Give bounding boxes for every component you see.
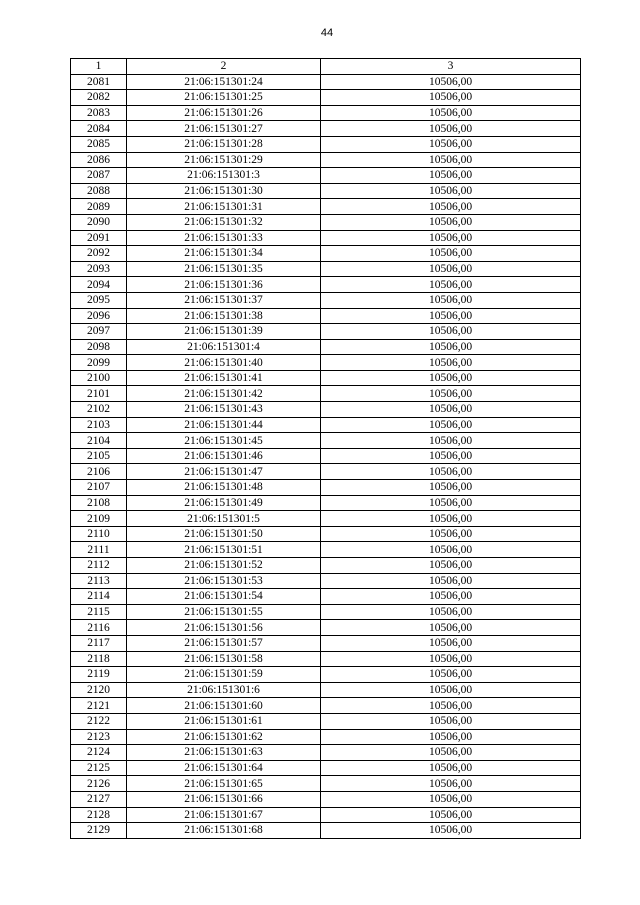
- table-row: [71, 480, 581, 496]
- value-cell: 10506,00: [321, 776, 581, 792]
- value-cell: 10506,00: [321, 620, 581, 636]
- row-number-cell: 2085: [71, 136, 127, 152]
- table-row: [71, 791, 581, 807]
- row-number-cell: 2117: [71, 635, 127, 651]
- row-number-cell: 2116: [71, 620, 127, 636]
- column-header-1: 1: [71, 59, 127, 75]
- cadastral-number-cell: 21:06:151301:27: [127, 121, 321, 137]
- table-header: [71, 59, 581, 75]
- table-row: [71, 355, 581, 371]
- table-row: [71, 511, 581, 527]
- table-row: [71, 620, 581, 636]
- value-cell: 10506,00: [321, 370, 581, 386]
- value-cell: 10506,00: [321, 464, 581, 480]
- row-number-cell: 2111: [71, 542, 127, 558]
- value-cell: 10506,00: [321, 635, 581, 651]
- row-number-cell: 2124: [71, 745, 127, 761]
- cadastral-number-cell: 21:06:151301:45: [127, 433, 321, 449]
- value-cell: 10506,00: [321, 791, 581, 807]
- cadastral-number-cell: 21:06:151301:25: [127, 90, 321, 106]
- value-cell: 10506,00: [321, 230, 581, 246]
- cadastral-number-cell: 21:06:151301:24: [127, 74, 321, 90]
- table-row: [71, 230, 581, 246]
- table-row: [71, 214, 581, 230]
- table-row: [71, 370, 581, 386]
- table-row: [71, 199, 581, 215]
- row-number-cell: 2108: [71, 495, 127, 511]
- cadastral-number-cell: 21:06:151301:53: [127, 573, 321, 589]
- cadastral-number-cell: 21:06:151301:35: [127, 261, 321, 277]
- cadastral-number-cell: 21:06:151301:51: [127, 542, 321, 558]
- value-cell: 10506,00: [321, 339, 581, 355]
- row-number-cell: 2114: [71, 589, 127, 605]
- table-row: [71, 713, 581, 729]
- cadastral-number-cell: 21:06:151301:60: [127, 698, 321, 714]
- cadastral-number-cell: 21:06:151301:52: [127, 558, 321, 574]
- value-cell: 10506,00: [321, 448, 581, 464]
- table-row: [71, 386, 581, 402]
- value-cell: 10506,00: [321, 152, 581, 168]
- table-row: [71, 604, 581, 620]
- cadastral-number-cell: 21:06:151301:33: [127, 230, 321, 246]
- cadastral-number-cell: 21:06:151301:65: [127, 776, 321, 792]
- row-number-cell: 2096: [71, 308, 127, 324]
- cadastral-number-cell: 21:06:151301:30: [127, 183, 321, 199]
- column-header-2: 2: [127, 59, 321, 75]
- data-table: [70, 58, 581, 839]
- cadastral-number-cell: 21:06:151301:5: [127, 511, 321, 527]
- row-number-cell: 2129: [71, 823, 127, 839]
- table-row: [71, 136, 581, 152]
- table-row: [71, 105, 581, 121]
- table-row: [71, 729, 581, 745]
- cadastral-number-cell: 21:06:151301:36: [127, 277, 321, 293]
- table-row: [71, 651, 581, 667]
- row-number-cell: 2128: [71, 807, 127, 823]
- value-cell: 10506,00: [321, 292, 581, 308]
- value-cell: 10506,00: [321, 183, 581, 199]
- value-cell: 10506,00: [321, 823, 581, 839]
- value-cell: 10506,00: [321, 604, 581, 620]
- value-cell: 10506,00: [321, 667, 581, 683]
- value-cell: 10506,00: [321, 760, 581, 776]
- cadastral-number-cell: 21:06:151301:31: [127, 199, 321, 215]
- value-cell: 10506,00: [321, 386, 581, 402]
- cadastral-number-cell: 21:06:151301:49: [127, 495, 321, 511]
- column-header-3: 3: [321, 59, 581, 75]
- row-number-cell: 2084: [71, 121, 127, 137]
- table-row: [71, 495, 581, 511]
- cadastral-number-cell: 21:06:151301:63: [127, 745, 321, 761]
- table-row: [71, 464, 581, 480]
- cadastral-number-cell: 21:06:151301:68: [127, 823, 321, 839]
- row-number-cell: 2101: [71, 386, 127, 402]
- table-row: [71, 246, 581, 262]
- table-row: [71, 542, 581, 558]
- row-number-cell: 2100: [71, 370, 127, 386]
- value-cell: 10506,00: [321, 277, 581, 293]
- cadastral-number-cell: 21:06:151301:26: [127, 105, 321, 121]
- table-row: [71, 152, 581, 168]
- header-row: [71, 59, 581, 75]
- value-cell: 10506,00: [321, 168, 581, 184]
- cadastral-number-cell: 21:06:151301:66: [127, 791, 321, 807]
- row-number-cell: 2110: [71, 526, 127, 542]
- value-cell: 10506,00: [321, 105, 581, 121]
- cadastral-number-cell: 21:06:151301:6: [127, 682, 321, 698]
- table-row: [71, 448, 581, 464]
- value-cell: 10506,00: [321, 324, 581, 340]
- value-cell: 10506,00: [321, 214, 581, 230]
- value-cell: 10506,00: [321, 199, 581, 215]
- row-number-cell: 2119: [71, 667, 127, 683]
- value-cell: 10506,00: [321, 573, 581, 589]
- row-number-cell: 2099: [71, 355, 127, 371]
- cadastral-number-cell: 21:06:151301:46: [127, 448, 321, 464]
- table-row: [71, 760, 581, 776]
- value-cell: 10506,00: [321, 90, 581, 106]
- value-cell: 10506,00: [321, 526, 581, 542]
- table-row: [71, 308, 581, 324]
- cadastral-number-cell: 21:06:151301:41: [127, 370, 321, 386]
- row-number-cell: 2092: [71, 246, 127, 262]
- page-number: 44: [320, 27, 334, 39]
- table-row: [71, 168, 581, 184]
- value-cell: 10506,00: [321, 558, 581, 574]
- value-cell: 10506,00: [321, 589, 581, 605]
- row-number-cell: 2125: [71, 760, 127, 776]
- table-row: [71, 667, 581, 683]
- row-number-cell: 2112: [71, 558, 127, 574]
- table-row: [71, 402, 581, 418]
- row-number-cell: 2098: [71, 339, 127, 355]
- value-cell: 10506,00: [321, 745, 581, 761]
- row-number-cell: 2093: [71, 261, 127, 277]
- cadastral-number-cell: 21:06:151301:38: [127, 308, 321, 324]
- row-number-cell: 2118: [71, 651, 127, 667]
- value-cell: 10506,00: [321, 713, 581, 729]
- table-row: [71, 526, 581, 542]
- row-number-cell: 2087: [71, 168, 127, 184]
- table-row: [71, 776, 581, 792]
- row-number-cell: 2090: [71, 214, 127, 230]
- value-cell: 10506,00: [321, 511, 581, 527]
- table-row: [71, 433, 581, 449]
- value-cell: 10506,00: [321, 433, 581, 449]
- cadastral-number-cell: 21:06:151301:39: [127, 324, 321, 340]
- value-cell: 10506,00: [321, 542, 581, 558]
- row-number-cell: 2107: [71, 480, 127, 496]
- cadastral-number-cell: 21:06:151301:32: [127, 214, 321, 230]
- row-number-cell: 2089: [71, 199, 127, 215]
- row-number-cell: 2082: [71, 90, 127, 106]
- table-row: [71, 807, 581, 823]
- value-cell: 10506,00: [321, 698, 581, 714]
- row-number-cell: 2126: [71, 776, 127, 792]
- table-row: [71, 635, 581, 651]
- row-number-cell: 2127: [71, 791, 127, 807]
- table-row: [71, 589, 581, 605]
- cadastral-number-cell: 21:06:151301:44: [127, 417, 321, 433]
- table-row: [71, 682, 581, 698]
- table-row: [71, 698, 581, 714]
- row-number-cell: 2083: [71, 105, 127, 121]
- cadastral-number-cell: 21:06:151301:50: [127, 526, 321, 542]
- cadastral-number-cell: 21:06:151301:59: [127, 667, 321, 683]
- value-cell: 10506,00: [321, 651, 581, 667]
- row-number-cell: 2109: [71, 511, 127, 527]
- row-number-cell: 2105: [71, 448, 127, 464]
- table-row: [71, 417, 581, 433]
- table-row: [71, 74, 581, 90]
- cadastral-number-cell: 21:06:151301:67: [127, 807, 321, 823]
- value-cell: 10506,00: [321, 480, 581, 496]
- cadastral-number-cell: 21:06:151301:40: [127, 355, 321, 371]
- row-number-cell: 2120: [71, 682, 127, 698]
- cadastral-number-cell: 21:06:151301:64: [127, 760, 321, 776]
- cadastral-number-cell: 21:06:151301:47: [127, 464, 321, 480]
- row-number-cell: 2091: [71, 230, 127, 246]
- table-row: [71, 261, 581, 277]
- row-number-cell: 2095: [71, 292, 127, 308]
- row-number-cell: 2104: [71, 433, 127, 449]
- table-row: [71, 823, 581, 839]
- table-row: [71, 339, 581, 355]
- cadastral-number-cell: 21:06:151301:34: [127, 246, 321, 262]
- table-row: [71, 90, 581, 106]
- cadastral-number-cell: 21:06:151301:62: [127, 729, 321, 745]
- value-cell: 10506,00: [321, 807, 581, 823]
- row-number-cell: 2102: [71, 402, 127, 418]
- value-cell: 10506,00: [321, 495, 581, 511]
- value-cell: 10506,00: [321, 261, 581, 277]
- table-row: [71, 183, 581, 199]
- row-number-cell: 2088: [71, 183, 127, 199]
- table-row: [71, 573, 581, 589]
- cadastral-number-cell: 21:06:151301:28: [127, 136, 321, 152]
- table-row: [71, 292, 581, 308]
- value-cell: 10506,00: [321, 417, 581, 433]
- row-number-cell: 2103: [71, 417, 127, 433]
- cadastral-number-cell: 21:06:151301:61: [127, 713, 321, 729]
- cadastral-number-cell: 21:06:151301:43: [127, 402, 321, 418]
- row-number-cell: 2097: [71, 324, 127, 340]
- value-cell: 10506,00: [321, 121, 581, 137]
- cadastral-number-cell: 21:06:151301:29: [127, 152, 321, 168]
- row-number-cell: 2081: [71, 74, 127, 90]
- cadastral-number-cell: 21:06:151301:42: [127, 386, 321, 402]
- cadastral-number-cell: 21:06:151301:58: [127, 651, 321, 667]
- value-cell: 10506,00: [321, 74, 581, 90]
- value-cell: 10506,00: [321, 682, 581, 698]
- table-row: [71, 277, 581, 293]
- table-row: [71, 324, 581, 340]
- row-number-cell: 2113: [71, 573, 127, 589]
- row-number-cell: 2086: [71, 152, 127, 168]
- row-number-cell: 2121: [71, 698, 127, 714]
- row-number-cell: 2094: [71, 277, 127, 293]
- row-number-cell: 2115: [71, 604, 127, 620]
- value-cell: 10506,00: [321, 246, 581, 262]
- cadastral-number-cell: 21:06:151301:57: [127, 635, 321, 651]
- value-cell: 10506,00: [321, 355, 581, 371]
- value-cell: 10506,00: [321, 729, 581, 745]
- cadastral-number-cell: 21:06:151301:54: [127, 589, 321, 605]
- cadastral-number-cell: 21:06:151301:55: [127, 604, 321, 620]
- row-number-cell: 2106: [71, 464, 127, 480]
- cadastral-number-cell: 21:06:151301:3: [127, 168, 321, 184]
- cadastral-number-cell: 21:06:151301:48: [127, 480, 321, 496]
- table-row: [71, 558, 581, 574]
- row-number-cell: 2122: [71, 713, 127, 729]
- value-cell: 10506,00: [321, 136, 581, 152]
- table-row: [71, 121, 581, 137]
- cadastral-number-cell: 21:06:151301:37: [127, 292, 321, 308]
- cadastral-number-cell: 21:06:151301:4: [127, 339, 321, 355]
- value-cell: 10506,00: [321, 402, 581, 418]
- value-cell: 10506,00: [321, 308, 581, 324]
- table-row: [71, 745, 581, 761]
- row-number-cell: 2123: [71, 729, 127, 745]
- cadastral-number-cell: 21:06:151301:56: [127, 620, 321, 636]
- table-body: [71, 74, 581, 838]
